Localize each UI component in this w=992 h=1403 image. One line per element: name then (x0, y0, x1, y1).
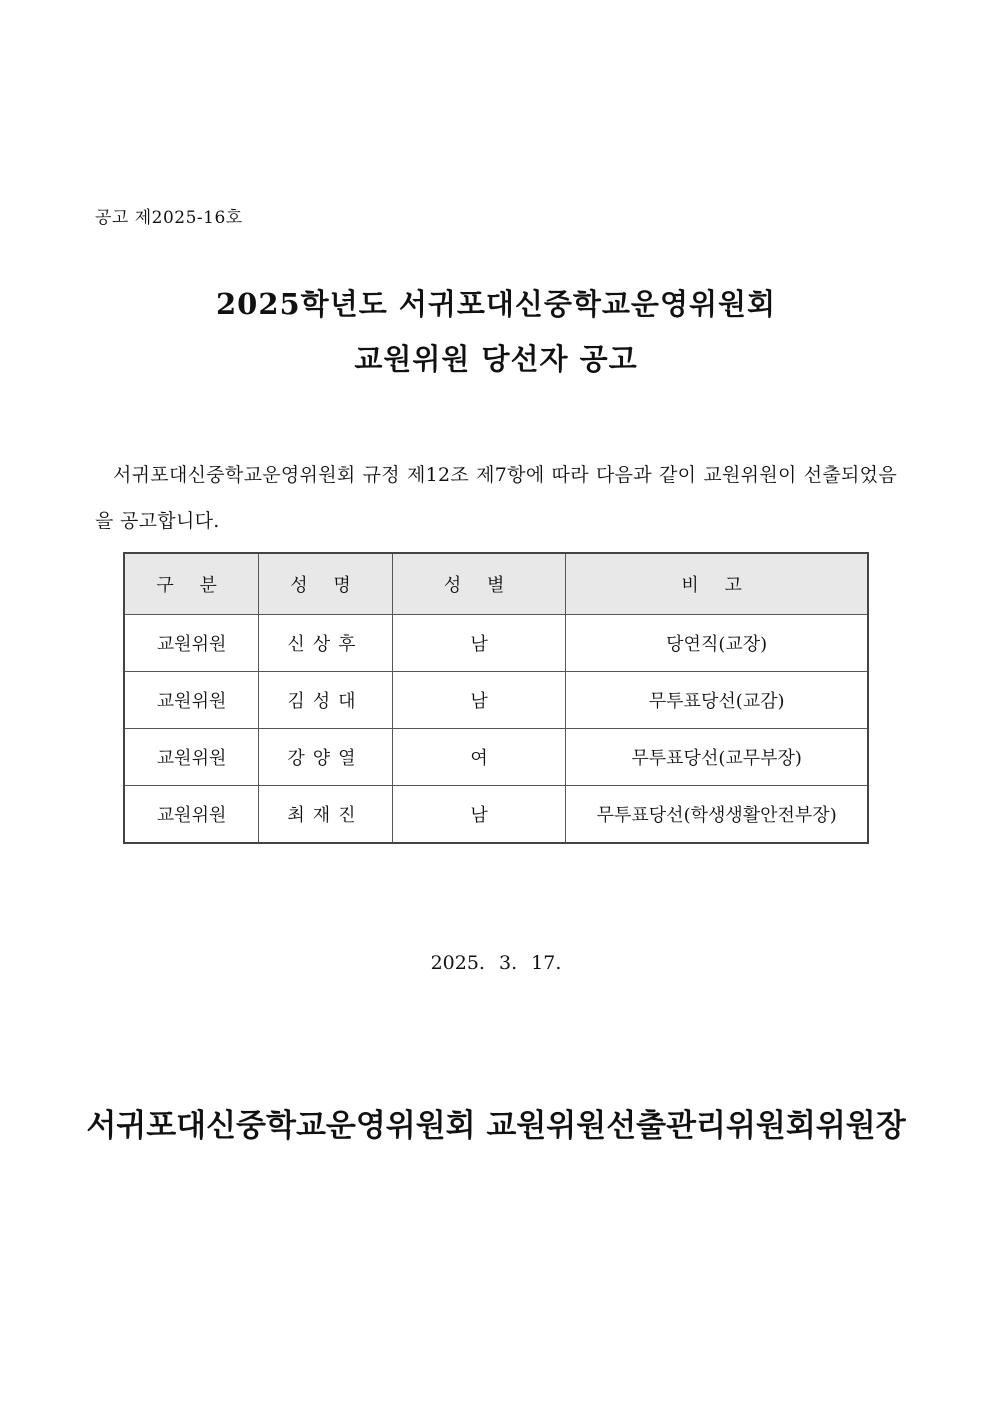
cell-category: 교원위원 (124, 615, 259, 672)
cell-name: 신상후 (259, 615, 393, 672)
cell-category: 교원위원 (124, 786, 259, 844)
header-category: 구 분 (124, 553, 259, 615)
cell-name: 강양열 (259, 729, 393, 786)
cell-category: 교원위원 (124, 672, 259, 729)
cell-gender: 남 (392, 615, 566, 672)
cell-gender: 여 (392, 729, 566, 786)
header-gender: 성 별 (392, 553, 566, 615)
announcement-date: 2025. 3. 17. (430, 952, 562, 974)
cell-gender: 남 (392, 672, 566, 729)
table-header-row (124, 553, 868, 615)
cell-category: 교원위원 (124, 729, 259, 786)
header-name: 성 명 (259, 553, 393, 615)
elected-members-table (123, 552, 869, 844)
document-title-line1: 2025학년도 서귀포대신중학교운영위원회 (215, 287, 777, 321)
table-row (124, 672, 868, 729)
cell-name: 김성대 (259, 672, 393, 729)
notice-number: 공고 제2025-16호 (95, 208, 243, 228)
table-row (124, 786, 868, 844)
cell-gender: 남 (392, 786, 566, 844)
cell-note: 당연직(교장) (566, 615, 868, 672)
cell-note: 무투표당선(교감) (566, 672, 868, 729)
announcement-body: 서귀포대신중학교운영위원회 규정 제12조 제7항에 따라 다음과 같이 교원위원이 선출되었음을 공고합니다. (95, 464, 897, 532)
header-note: 비 고 (566, 553, 868, 615)
cell-name: 최재진 (259, 786, 393, 844)
table-row (124, 729, 868, 786)
cell-note: 무투표당선(학생생활안전부장) (566, 786, 868, 844)
issuer-signature: 서귀포대신중학교운영위원회 교원위원선출관리위원회위원장 (86, 1108, 906, 1144)
table-row (124, 615, 868, 672)
cell-note: 무투표당선(교무부장) (566, 729, 868, 786)
document-title-line2: 교원위원 당선자 공고 (354, 342, 638, 376)
